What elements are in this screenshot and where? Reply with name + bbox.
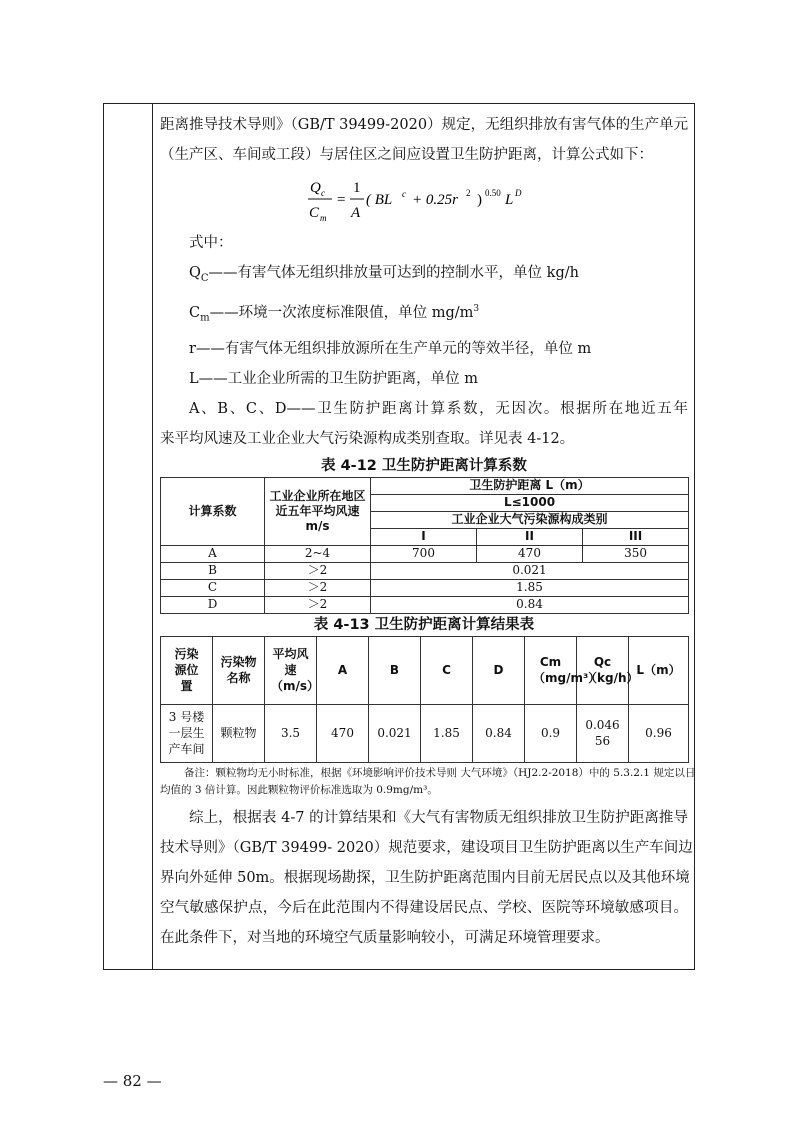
- table-413-cell-l: 0.96: [629, 704, 689, 762]
- table-412: [160, 477, 689, 614]
- definition-cm-superscript: 3: [473, 303, 480, 314]
- table-413-cell-qc: 0.04656: [577, 704, 629, 762]
- table-row: [161, 545, 689, 562]
- formula-body: ( BL: [366, 192, 393, 208]
- conclusion-line-4: 空气敏感保护点，今后在此范围内不得建设居民点、学校、医院等环境敏感项目。: [160, 899, 688, 916]
- table-413-cell-source: 3 号楼一层生产车间: [161, 704, 213, 762]
- table-412-cell: ＞2: [265, 562, 371, 579]
- table-412-class-2: II: [477, 528, 583, 545]
- table-412-header-wind: 工业企业所在地区近五年平均风速 m/s: [265, 477, 371, 545]
- table-412-cell: 350: [583, 545, 689, 562]
- table-413-header-l: L（m）: [629, 636, 689, 704]
- table-412-header-range: L≤1000: [371, 494, 689, 511]
- table-412-cell: B: [161, 562, 265, 579]
- definition-qc-subscript: C: [200, 272, 209, 284]
- table-413-header-cm: Cm（mg/m³）: [525, 636, 577, 704]
- table-413-cell-d: 0.84: [473, 704, 525, 762]
- content-column: [160, 110, 696, 953]
- table-413-title: 表 4-13 卫生防护距离计算结果表: [313, 616, 535, 633]
- formula-close: ): [477, 192, 482, 208]
- formula-cm-sub: m: [320, 213, 327, 223]
- conclusion-line-1: 综上，根据表 4-7 的计算结果和《大气有害物质无组织排放卫生防护距离推导: [189, 809, 688, 826]
- formula: [160, 170, 688, 228]
- table-412-header-coef: 计算系数: [161, 477, 265, 545]
- table-412-cell: 0.021: [371, 562, 689, 579]
- table-412-cell: A: [161, 545, 265, 562]
- formula-cm: C: [309, 205, 320, 221]
- table-413-cell-wind: 3.5: [265, 704, 317, 762]
- formula-equals: =: [337, 192, 346, 208]
- formula-c-sup: c: [402, 189, 406, 199]
- intro-line-2: （生产区、车间或工段）与居住区之间应设置卫生防护距离，计算公式如下：: [160, 147, 653, 163]
- definition-cm-text: ——环境一次浓度标准限值，单位 mg/m: [209, 304, 474, 321]
- frame-divider: [152, 104, 153, 969]
- table-412-cell: 700: [371, 545, 477, 562]
- formula-d-sup: D: [515, 188, 522, 198]
- table-413-header-qc: Qc（kg/h）: [577, 636, 629, 704]
- conclusion-line-2: 技术导则》（GB/T 39499- 2020）规范要求，建设项目卫生防护距离以生产车间边: [160, 839, 693, 856]
- table-412-cell: 470: [477, 545, 583, 562]
- table-413-header-d: D: [473, 636, 525, 704]
- formula-l: L: [505, 192, 514, 208]
- table-413-header-source: 污染源位置: [161, 636, 213, 704]
- table-412-cell: ＞2: [265, 579, 371, 596]
- table-412-class-3: III: [583, 528, 689, 545]
- table-row: [161, 596, 689, 613]
- table-412-cell: 2~4: [265, 545, 371, 562]
- note-line-2: 均值的 3 倍计算。因此颗粒物评价标准选取为 0.9mg/m³。: [160, 783, 438, 796]
- table-413-cell-c: 1.85: [421, 704, 473, 762]
- table-412-cell: C: [161, 579, 265, 596]
- table-413-cell-pollutant: 颗粒物: [213, 704, 265, 762]
- definition-cm: [160, 294, 688, 334]
- table-412-cell: 1.85: [371, 579, 689, 596]
- table-413: [160, 636, 689, 763]
- table-413-cell-cm: 0.9: [525, 704, 577, 762]
- note-line-1: 备注：颗粒物均无小时标准，根据《环境影响评价技术导则 大气环境》（HJ2.2-2018）中的 5.3.2.1 规定以日: [184, 766, 696, 779]
- conclusion-line-3: 界向外延伸 50m。根据现场勘探，卫生防护距离范围内目前无居民点以及其他环境: [160, 869, 690, 886]
- formula-svg: [160, 170, 688, 228]
- table-413-header-c: C: [421, 636, 473, 704]
- intro-line-1: 距离推导技术导则》（GB/T 39499-2020）规定，无组织排放有害气体的生产单元: [160, 117, 689, 133]
- table-412-cell: 0.84: [371, 596, 689, 613]
- definition-coef-line-2: 来平均风速及工业企业大气污染源构成类别查取。详见表 4-12。: [160, 430, 575, 447]
- formula-a: A: [351, 205, 361, 221]
- table-412-header-distance: 卫生防护距离 L（m）: [371, 477, 689, 494]
- formula-exp: 0.50: [485, 188, 501, 198]
- definition-qc-symbol: Q: [189, 265, 201, 281]
- definition-qc: [160, 258, 688, 294]
- table-413-cell-a: 470: [317, 704, 369, 762]
- table-412-cell: D: [161, 596, 265, 613]
- definition-l: L——工业企业所需的卫生防护距离，单位 m: [189, 370, 478, 387]
- definitions-lead: 式中：: [189, 235, 233, 251]
- table-413-cell-b: 0.021: [369, 704, 421, 762]
- definition-cm-symbol: C: [189, 304, 201, 321]
- table-413-header-pollutant: 污染物名称: [213, 636, 265, 704]
- conclusion-line-5: 在此条件下，对当地的环境空气质量影响较小，可满足环境管理要求。: [160, 929, 610, 946]
- page-frame: [103, 103, 695, 970]
- table-412-class-1: I: [371, 528, 477, 545]
- formula-qc-sub: c: [321, 188, 325, 198]
- formula-plus: + 0.25r: [412, 192, 458, 208]
- table-row: [161, 562, 689, 579]
- formula-qc: Q: [310, 180, 321, 196]
- table-row: [161, 579, 689, 596]
- table-413-header-wind: 平均风速（m/s）: [265, 636, 317, 704]
- table-413-header-b: B: [369, 636, 421, 704]
- table-412-title: 表 4-12 卫生防护距离计算系数: [321, 457, 527, 474]
- table-row: [161, 704, 689, 762]
- page-number: — 82 —: [103, 1072, 162, 1090]
- definition-cm-subscript: m: [200, 312, 210, 324]
- formula-one: 1: [353, 180, 361, 196]
- table-412-header-class: 工业企业大气污染源构成类别: [371, 511, 689, 528]
- definition-coef-line-1: A、B、C、D——卫生防护距离计算系数，无因次。根据所在地近五年: [189, 400, 688, 417]
- table-412-cell: ＞2: [265, 596, 371, 613]
- formula-two-sup: 2: [466, 188, 471, 198]
- table-413-header-a: A: [317, 636, 369, 704]
- definition-r: r——有害气体无组织排放源所在生产单元的等效半径，单位 m: [189, 340, 592, 357]
- definition-qc-text: ——有害气体无组织排放量可达到的控制水平，单位 kg/h: [208, 265, 579, 281]
